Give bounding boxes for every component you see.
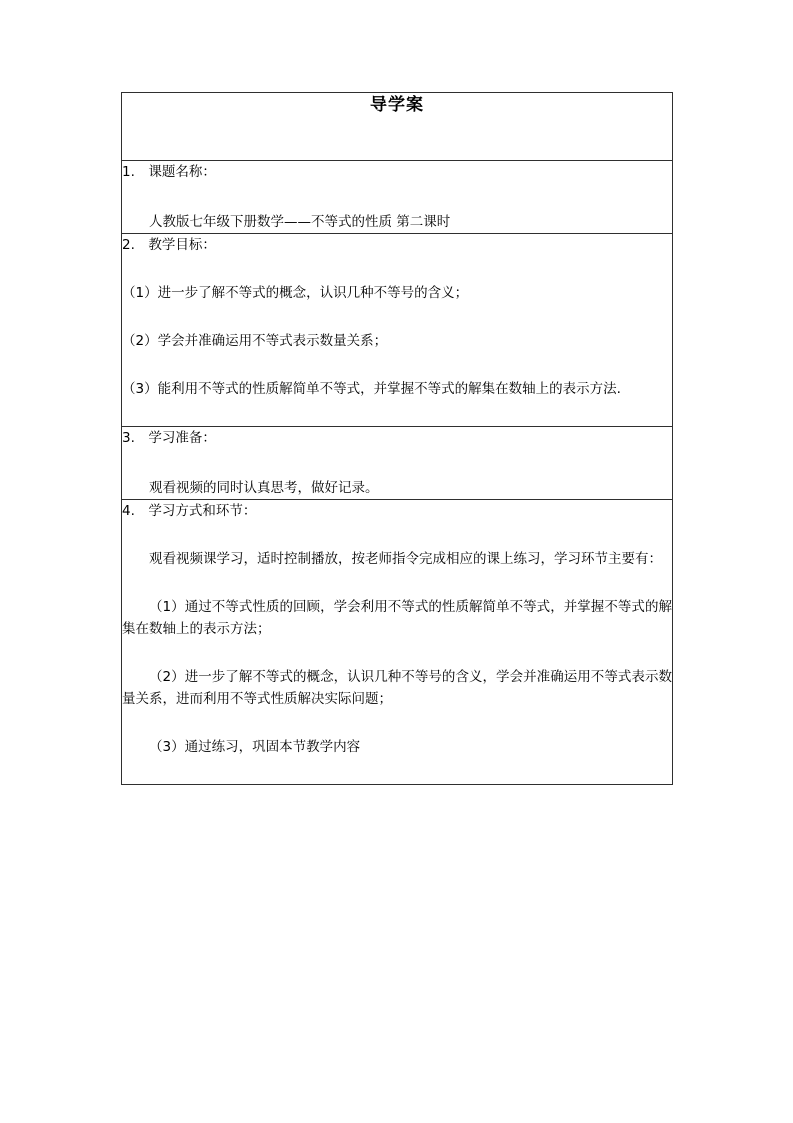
section-heading-4: 4. 学习方式和环节： xyxy=(122,503,257,519)
section-4-paragraph-4: （3）通过练习，巩固本节教学内容 xyxy=(149,739,361,755)
section-2-paragraph-3: （3）能利用不等式的性质解简单不等式，并掌握不等式的解集在数轴上的表示方法. xyxy=(122,381,621,397)
section-4-paragraph-3: （2）进一步了解不等式的概念，认识几种不等号的含义，学会并准确运用不等式表示数量关系，进而利用不等式性质解决实际问题； xyxy=(122,669,672,707)
page-title: 导学案 xyxy=(370,95,424,115)
section-2-paragraph-2: （2）学会并准确运用不等式表示数量关系； xyxy=(122,333,388,349)
table-row-section-3 xyxy=(122,427,673,500)
section-heading-1: 1. 课题名称： xyxy=(122,164,216,180)
section-4-paragraph-1: 观看视频课学习，适时控制播放，按老师指令完成相应的课上练习，学习环节主要有： xyxy=(149,551,662,567)
table-row-section-1 xyxy=(122,161,673,234)
section-heading-3: 3. 学习准备： xyxy=(122,430,216,446)
section-2-paragraph-1: （1）进一步了解不等式的概念，认识几种不等号的含义； xyxy=(122,285,469,301)
section-cell-study-preparation xyxy=(122,427,673,500)
table-row-title xyxy=(122,93,673,161)
section-4-paragraph-2: （1）通过不等式性质的回顾，学会利用不等式的性质解简单不等式，并掌握不等式的解集在数轴上的表示方法； xyxy=(122,599,672,637)
table-row-section-4 xyxy=(122,500,673,785)
section-cell-course-title xyxy=(122,161,673,234)
guided-learning-plan-table xyxy=(121,92,673,785)
section-1-paragraph-1: 人教版七年级下册数学——不等式的性质 第二课时 xyxy=(149,214,451,230)
section-cell-teaching-objectives xyxy=(122,234,673,427)
table-row-section-2 xyxy=(122,234,673,427)
section-cell-study-method xyxy=(122,500,673,785)
section-3-paragraph-1: 观看视频的同时认真思考，做好记录。 xyxy=(149,480,379,496)
section-heading-2: 2. 教学目标： xyxy=(122,237,216,253)
title-cell xyxy=(122,93,673,161)
